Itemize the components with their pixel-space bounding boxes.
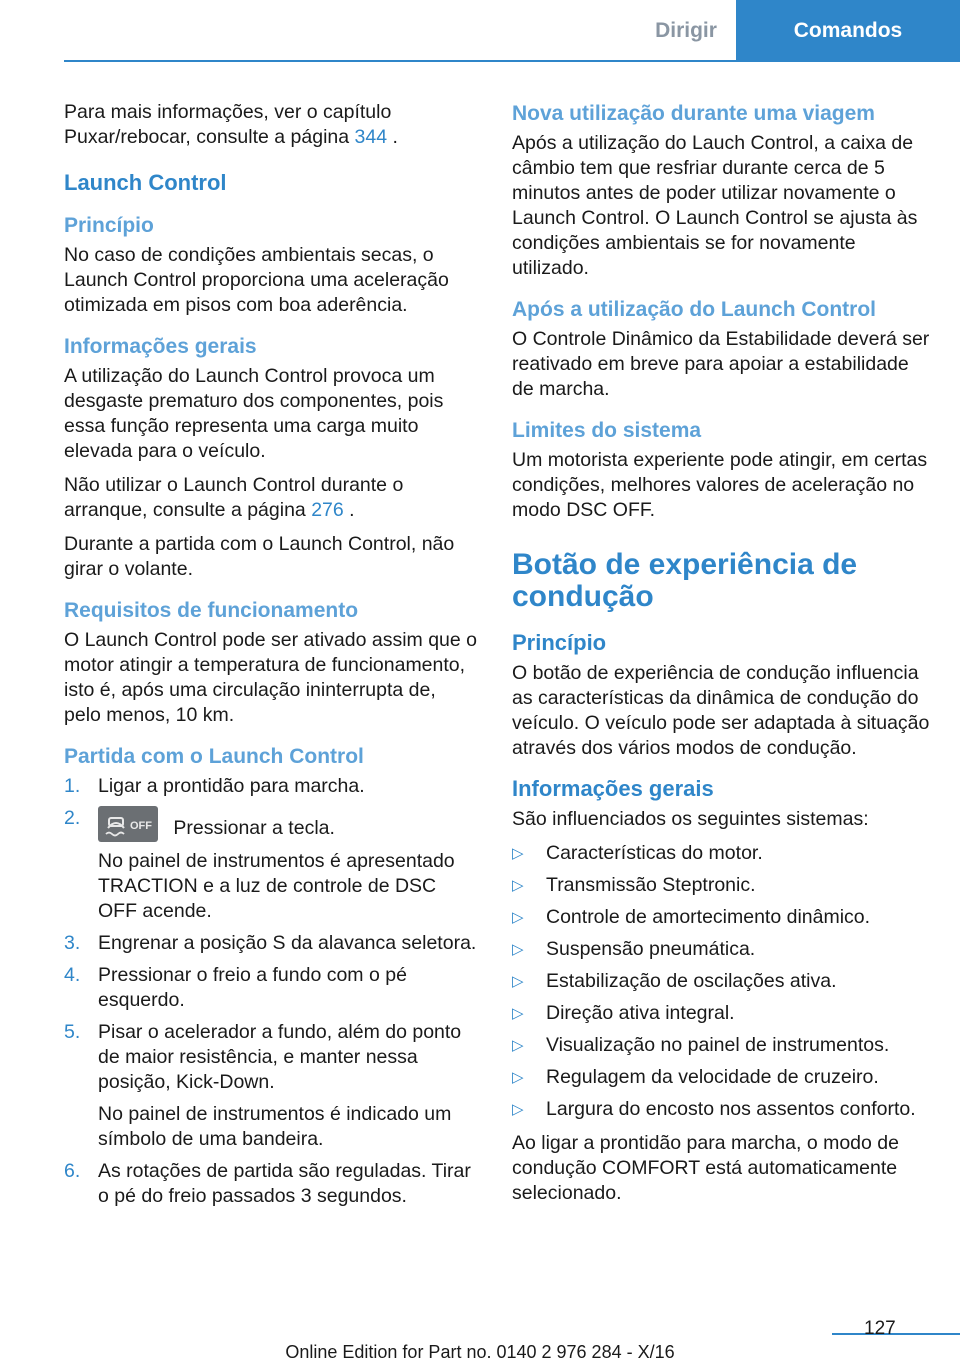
principio-heading: Princípio [64,214,154,237]
page-link-276[interactable]: 276 [311,499,344,521]
list-item: 3. Engrenar a posição S da alavanca seletora. [64,932,477,954]
bullet-triangle-icon: ▷ [512,1037,524,1054]
launch-steps-list [64,774,478,1209]
botao-experiencia-heading: Botão de experiência de condução [512,548,858,613]
list-item: ▷ Controle de amortecimento dinâmico. [512,906,871,928]
info-paragraph-1: A utilização do Launch Control provoca um desgaste prematuro dos componentes, pois essa função representa uma carga muito elevada para o veículo. [64,365,444,462]
list-item: ▷ Características do motor. [512,842,763,864]
bullet-triangle-icon: ▷ [512,941,524,958]
list-item: ▷ Visualização no painel de instrumentos. [512,1034,890,1056]
section-tab-dirigir[interactable]: Dirigir [655,19,717,42]
limites-text: Um motorista experiente pode atingir, em certas condições, melhores valores de aceleração no modo DSC OFF. [512,449,928,521]
info-paragraph-2: Não utilizar o Launch Control durante o arranque, consulte a página 276 . [64,474,404,521]
principio-heading-right: Princípio [512,630,607,655]
list-item: 2. OFF Pressionar a tecla. No painel de instrumentos é apresentado TRACTION e a luz de controle de DSC OFF acende. [64,807,455,922]
list-item: ▷ Suspensão pneumática. [512,938,756,960]
principio-text: No caso de condições ambientais secas, o Launch Control proporciona uma aceleração otimizada em pisos com boa aderência. [64,244,449,316]
bullet-triangle-icon: ▷ [512,845,524,862]
page-header [0,0,960,62]
list-item: 6. As rotações de partida são reguladas. Tirar o pé do freio passados 3 segundos. [64,1160,471,1207]
page-number: 127 [864,1318,896,1339]
list-item: ▷ Estabilização de oscilações ativa. [512,970,837,992]
nova-utilizacao-heading: Nova utilização durante uma viagem [512,102,875,125]
limites-heading: Limites do sistema [512,419,702,442]
chapter-tab-comandos[interactable]: Comandos [736,0,960,62]
nova-utilizacao-text: Após a utilização do Lauch Control, a caixa de câmbio tem que resfriar durante cerca de 5 minutos antes de poder utilizar novamente o Launch Control. O Launch Control se ajusta às condições ambientais se for novamente utilizado. [512,132,918,279]
bullet-triangle-icon: ▷ [512,1005,524,1022]
dsc-off-key-icon [98,806,158,842]
list-item: 5. Pisar o acelerador a fundo, além do ponto de maior resistência, e manter nessa posição, Kick-Down. No painel de instrumentos é indicado um símbolo de uma bandeira. [64,1021,462,1150]
systems-list [512,841,932,1122]
footer-rule [832,1333,960,1335]
info-gerais-heading-right: Informações gerais [512,776,714,801]
intro-paragraph: Para mais informações, ver o capítulo Puxar/rebocar, consulte a página 344 . [64,101,398,148]
svg-text:OFF: OFF [130,820,152,832]
info-gerais-heading: Informações gerais [64,335,257,358]
bullet-triangle-icon: ▷ [512,877,524,894]
bullet-triangle-icon: ▷ [512,973,524,990]
launch-control-heading: Launch Control [64,170,227,195]
header-rule [64,60,960,62]
list-item: 4. Pressionar o freio a fundo com o pé esquerdo. [64,964,407,1011]
apos-utilizacao-text: O Controle Dinâmico da Estabilidade deverá ser reativado em breve para apoiar a estabilidade de marcha. [512,328,930,400]
requisitos-heading: Requisitos de funcionamento [64,599,359,622]
bullet-triangle-icon: ▷ [512,1101,524,1118]
list-item: 1. Ligar a prontidão para marcha. [64,775,365,797]
list-item: ▷ Direção ativa integral. [512,1002,735,1024]
principio-text-right: O botão de experiência de condução influencia as características da dinâmica de condução do veículo. O veículo pode ser adaptada à situação através dos vários modos de condução. [512,662,930,759]
info-paragraph-3: Durante a partida com o Launch Control, não girar o volante. [64,533,455,580]
list-item: ▷ Regulagem da velocidade de cruzeiro. [512,1066,879,1088]
edition-footer: Online Edition for Part no. 0140 2 976 284 - X/16 [285,1342,675,1362]
bullet-triangle-icon: ▷ [512,909,524,926]
left-column [64,100,478,1216]
list-item: ▷ Transmissão Steptronic. [512,874,756,896]
right-column [512,100,932,1215]
info-gerais-text-right: São influenciados os seguintes sistemas: [512,808,869,830]
list-item: ▷ Largura do encosto nos assentos conforto. [512,1098,916,1120]
apos-utilizacao-heading: Após a utilização do Launch Control [512,298,877,321]
page-link-344[interactable]: 344 [354,126,388,148]
closing-text: Ao ligar a prontidão para marcha, o modo de condução COMFORT está automaticamente selecionado. [512,1132,899,1204]
requisitos-text: O Launch Control pode ser ativado assim que o motor atingir a temperatura de funcionamento, isto é, após uma circulação ininterrupta de, pelo menos, 10 km. [64,629,477,726]
bullet-triangle-icon: ▷ [512,1069,524,1086]
partida-heading: Partida com o Launch Control [64,745,364,768]
